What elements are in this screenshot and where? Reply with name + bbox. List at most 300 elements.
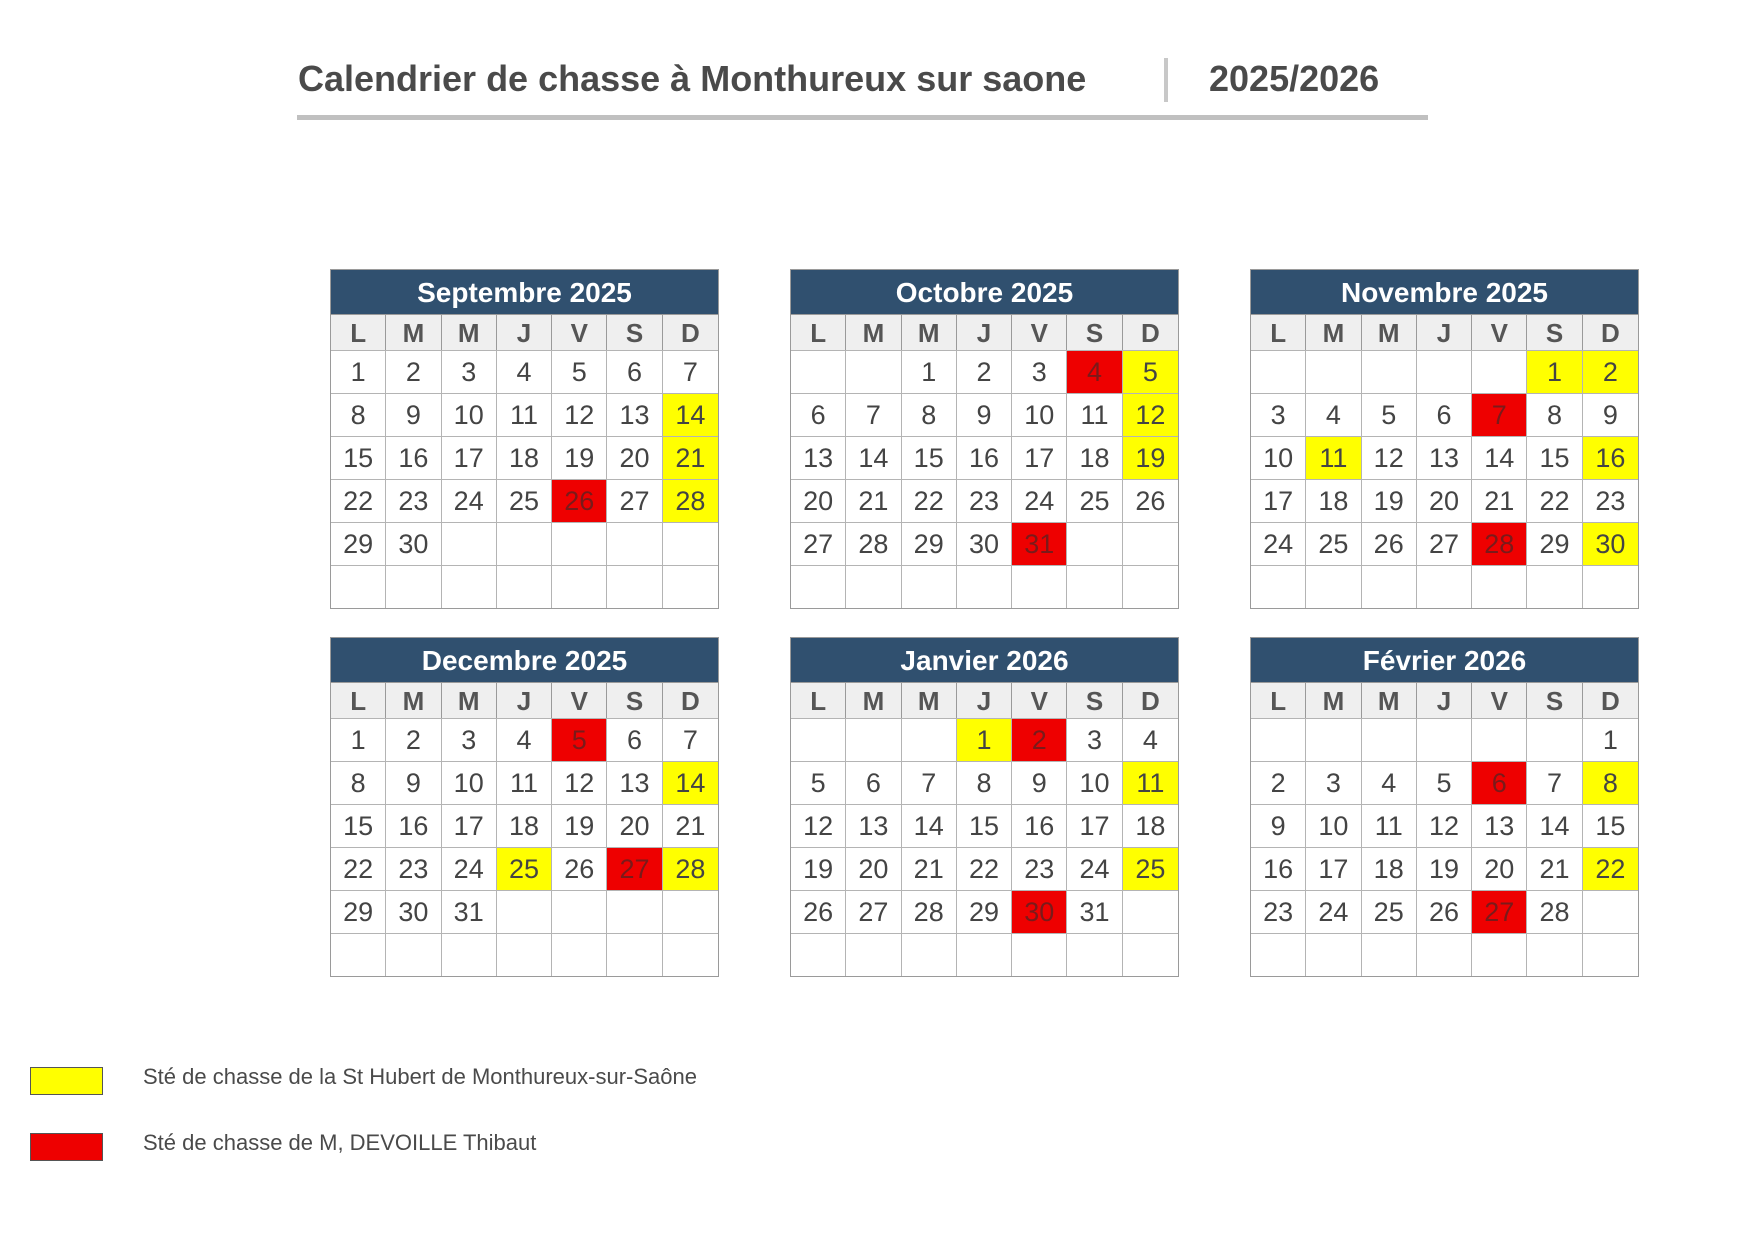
empty-day-cell [846,718,901,761]
empty-day-cell [1417,933,1472,976]
day-cell: 11 [497,393,552,436]
day-cell: 24 [1306,890,1361,933]
day-cell: 30 [957,522,1012,565]
day-cell: 17 [1251,479,1306,522]
weekday-label: D [1583,314,1638,351]
empty-day-cell [902,565,957,608]
day-cell: 26 [1362,522,1417,565]
day-cell: 7 [1472,393,1527,436]
day-cell: 29 [331,522,386,565]
day-cell: 5 [552,718,607,761]
day-cell: 15 [1583,804,1638,847]
empty-day-cell [1362,933,1417,976]
day-cell: 4 [1123,718,1178,761]
day-cell: 14 [1472,436,1527,479]
day-cell: 21 [1472,479,1527,522]
empty-day-cell [791,350,846,393]
day-cell: 21 [1527,847,1582,890]
empty-day-cell [663,565,718,608]
title-separator [1164,58,1168,102]
day-cell: 6 [1472,761,1527,804]
day-cell: 6 [607,350,662,393]
weekday-label: J [957,682,1012,719]
day-cell: 6 [846,761,901,804]
day-cell: 14 [663,761,718,804]
empty-day-cell [1583,565,1638,608]
empty-day-cell [1067,933,1122,976]
page-title: Calendrier de chasse à Monthureux sur saone [298,58,1087,99]
day-cell: 20 [846,847,901,890]
day-cell: 31 [1067,890,1122,933]
day-grid [791,718,1178,976]
weekday-label: L [791,682,846,719]
day-cell: 5 [1417,761,1472,804]
day-cell: 4 [497,350,552,393]
day-cell: 25 [1123,847,1178,890]
day-cell: 1 [902,350,957,393]
day-cell: 7 [1527,761,1582,804]
day-cell: 18 [1306,479,1361,522]
day-cell: 2 [1012,718,1067,761]
weekday-label: M [1306,682,1361,719]
day-cell: 12 [1417,804,1472,847]
legend-swatch-red [30,1133,103,1161]
day-cell: 6 [607,718,662,761]
day-cell: 18 [497,436,552,479]
weekday-label: V [552,682,607,719]
day-cell: 28 [902,890,957,933]
empty-day-cell [331,565,386,608]
legend-label: Sté de chasse de la St Hubert de Monthureux-sur-Saône [143,1064,697,1089]
day-cell: 8 [331,393,386,436]
day-cell: 20 [607,804,662,847]
empty-day-cell [386,565,441,608]
day-cell: 19 [791,847,846,890]
day-cell: 23 [386,847,441,890]
day-cell: 8 [902,393,957,436]
day-cell: 19 [1362,479,1417,522]
day-cell: 10 [1251,436,1306,479]
day-cell: 13 [791,436,846,479]
empty-day-cell [1306,933,1361,976]
day-cell: 29 [1527,522,1582,565]
empty-day-cell [791,933,846,976]
weekday-header-row [331,682,718,718]
day-cell: 10 [442,393,497,436]
empty-day-cell [1472,350,1527,393]
empty-day-cell [1123,522,1178,565]
day-cell: 24 [442,479,497,522]
weekday-label: M [1362,314,1417,351]
day-cell: 23 [1583,479,1638,522]
day-cell: 11 [1362,804,1417,847]
day-cell: 26 [552,479,607,522]
day-cell: 17 [1067,804,1122,847]
day-cell: 13 [1472,804,1527,847]
day-cell: 8 [1527,393,1582,436]
weekday-header-row [1251,314,1638,350]
weekday-label: J [1417,682,1472,719]
day-cell: 7 [902,761,957,804]
month-header: Decembre 2025 [331,638,718,682]
empty-day-cell [607,522,662,565]
day-cell: 31 [442,890,497,933]
day-cell: 1 [1527,350,1582,393]
empty-day-cell [1472,718,1527,761]
month-header: Novembre 2025 [1251,270,1638,314]
empty-day-cell [957,565,1012,608]
day-cell: 16 [386,436,441,479]
day-cell: 22 [331,847,386,890]
empty-day-cell [1251,565,1306,608]
day-cell: 18 [1362,847,1417,890]
day-cell: 11 [1123,761,1178,804]
empty-day-cell [1417,565,1472,608]
day-cell: 1 [957,718,1012,761]
weekday-label: M [846,314,901,351]
empty-day-cell [607,890,662,933]
day-grid [791,350,1178,608]
day-cell: 8 [957,761,1012,804]
day-cell: 23 [1251,890,1306,933]
day-cell: 29 [902,522,957,565]
day-cell: 5 [791,761,846,804]
empty-day-cell [791,718,846,761]
day-cell: 3 [1306,761,1361,804]
empty-day-cell [663,890,718,933]
empty-day-cell [1362,565,1417,608]
empty-day-cell [1527,933,1582,976]
day-cell: 29 [957,890,1012,933]
weekday-label: J [957,314,1012,351]
weekday-label: M [1362,682,1417,719]
day-cell: 19 [1123,436,1178,479]
title-area [297,50,1428,120]
day-cell: 31 [1012,522,1067,565]
season-year: 2025/2026 [1209,58,1380,99]
day-cell: 15 [902,436,957,479]
day-grid [1251,718,1638,976]
day-cell: 24 [1012,479,1067,522]
empty-day-cell [791,565,846,608]
day-cell: 4 [1067,350,1122,393]
legend [30,1060,830,1170]
day-cell: 23 [386,479,441,522]
weekday-label: M [902,314,957,351]
weekday-label: S [607,314,662,351]
empty-day-cell [1251,933,1306,976]
day-cell: 15 [331,436,386,479]
day-cell: 16 [1583,436,1638,479]
day-cell: 9 [1583,393,1638,436]
day-cell: 9 [957,393,1012,436]
day-grid [331,718,718,976]
day-cell: 9 [386,393,441,436]
day-cell: 7 [663,718,718,761]
weekday-label: D [1123,682,1178,719]
legend-label: Sté de chasse de M, DEVOILLE Thibaut [143,1130,537,1155]
day-cell: 1 [331,350,386,393]
empty-day-cell [442,933,497,976]
day-cell: 3 [442,350,497,393]
day-cell: 25 [497,479,552,522]
day-grid [331,350,718,608]
month-calendar-novembre [1250,269,1639,609]
weekday-header-row [791,314,1178,350]
day-cell: 8 [331,761,386,804]
day-cell: 3 [1067,718,1122,761]
day-cell: 13 [607,393,662,436]
day-cell: 13 [1417,436,1472,479]
day-cell: 2 [386,350,441,393]
day-cell: 16 [386,804,441,847]
empty-day-cell [846,933,901,976]
day-cell: 22 [1583,847,1638,890]
empty-day-cell [846,565,901,608]
legend-swatch-yellow [30,1067,103,1095]
weekday-label: J [497,314,552,351]
day-cell: 12 [1362,436,1417,479]
day-cell: 18 [497,804,552,847]
day-cell: 22 [331,479,386,522]
day-cell: 19 [1417,847,1472,890]
day-cell: 25 [1067,479,1122,522]
empty-day-cell [846,350,901,393]
empty-day-cell [1417,350,1472,393]
day-cell: 17 [442,436,497,479]
empty-day-cell [1012,933,1067,976]
empty-day-cell [552,522,607,565]
empty-day-cell [1123,933,1178,976]
empty-day-cell [607,933,662,976]
day-cell: 26 [791,890,846,933]
weekday-label: M [386,682,441,719]
day-cell: 22 [957,847,1012,890]
empty-day-cell [1306,718,1361,761]
day-cell: 6 [1417,393,1472,436]
empty-day-cell [1067,522,1122,565]
day-cell: 4 [1306,393,1361,436]
weekday-label: D [1583,682,1638,719]
day-cell: 17 [442,804,497,847]
day-cell: 18 [1123,804,1178,847]
day-cell: 28 [1527,890,1582,933]
weekday-label: V [1472,682,1527,719]
day-cell: 27 [846,890,901,933]
day-cell: 11 [497,761,552,804]
day-cell: 28 [1472,522,1527,565]
empty-day-cell [1527,565,1582,608]
empty-day-cell [607,565,662,608]
day-cell: 2 [957,350,1012,393]
day-cell: 15 [331,804,386,847]
day-cell: 28 [663,847,718,890]
day-cell: 3 [1251,393,1306,436]
day-cell: 12 [791,804,846,847]
empty-day-cell [1306,350,1361,393]
day-cell: 30 [386,890,441,933]
weekday-label: D [663,314,718,351]
day-cell: 25 [1362,890,1417,933]
empty-day-cell [1472,565,1527,608]
empty-day-cell [497,933,552,976]
empty-day-cell [442,565,497,608]
day-cell: 4 [1362,761,1417,804]
day-cell: 14 [663,393,718,436]
empty-day-cell [1012,565,1067,608]
month-calendar-decembre [330,637,719,977]
weekday-header-row [1251,682,1638,718]
weekday-label: M [1306,314,1361,351]
day-cell: 21 [902,847,957,890]
day-cell: 3 [442,718,497,761]
day-cell: 22 [1527,479,1582,522]
day-cell: 21 [846,479,901,522]
empty-day-cell [1583,890,1638,933]
weekday-label: M [386,314,441,351]
weekday-label: S [1527,682,1582,719]
day-cell: 10 [442,761,497,804]
day-cell: 24 [1251,522,1306,565]
day-cell: 2 [1583,350,1638,393]
day-cell: 11 [1306,436,1361,479]
day-cell: 2 [386,718,441,761]
day-cell: 12 [1123,393,1178,436]
day-cell: 30 [1012,890,1067,933]
day-cell: 20 [791,479,846,522]
day-cell: 15 [1527,436,1582,479]
day-cell: 22 [902,479,957,522]
day-cell: 9 [1012,761,1067,804]
month-calendar-janvier [790,637,1179,977]
weekday-label: M [442,682,497,719]
day-cell: 6 [791,393,846,436]
empty-day-cell [386,933,441,976]
weekday-label: D [663,682,718,719]
day-cell: 12 [552,761,607,804]
empty-day-cell [1583,933,1638,976]
empty-day-cell [663,522,718,565]
empty-day-cell [442,522,497,565]
weekday-label: L [331,682,386,719]
month-header: Septembre 2025 [331,270,718,314]
day-cell: 21 [663,804,718,847]
weekday-label: S [1527,314,1582,351]
day-cell: 27 [1417,522,1472,565]
day-cell: 12 [552,393,607,436]
weekday-label: S [1067,314,1122,351]
day-cell: 20 [1472,847,1527,890]
day-cell: 30 [386,522,441,565]
day-cell: 1 [331,718,386,761]
empty-day-cell [902,718,957,761]
weekday-label: S [607,682,662,719]
month-calendar-fevrier [1250,637,1639,977]
day-cell: 10 [1012,393,1067,436]
weekday-label: V [1472,314,1527,351]
day-cell: 10 [1067,761,1122,804]
day-cell: 5 [552,350,607,393]
day-cell: 4 [497,718,552,761]
day-cell: 23 [957,479,1012,522]
day-cell: 19 [552,436,607,479]
weekday-label: J [1417,314,1472,351]
weekday-label: D [1123,314,1178,351]
day-cell: 17 [1012,436,1067,479]
weekday-label: S [1067,682,1122,719]
day-cell: 16 [1012,804,1067,847]
day-cell: 16 [957,436,1012,479]
weekday-header-row [791,682,1178,718]
day-cell: 20 [607,436,662,479]
day-cell: 26 [1123,479,1178,522]
weekday-label: M [442,314,497,351]
weekday-label: M [902,682,957,719]
day-cell: 7 [663,350,718,393]
day-cell: 30 [1583,522,1638,565]
weekday-label: J [497,682,552,719]
day-cell: 29 [331,890,386,933]
day-cell: 10 [1306,804,1361,847]
day-cell: 17 [1306,847,1361,890]
day-cell: 19 [552,804,607,847]
month-calendar-octobre [790,269,1179,609]
day-cell: 25 [497,847,552,890]
empty-day-cell [957,933,1012,976]
month-header: Janvier 2026 [791,638,1178,682]
day-grid [1251,350,1638,608]
day-cell: 14 [846,436,901,479]
empty-day-cell [497,890,552,933]
title-underline [297,115,1428,120]
empty-day-cell [552,565,607,608]
empty-day-cell [1123,565,1178,608]
weekday-header-row [331,314,718,350]
day-cell: 7 [846,393,901,436]
month-header: Février 2026 [1251,638,1638,682]
empty-day-cell [552,933,607,976]
day-cell: 24 [1067,847,1122,890]
empty-day-cell [497,522,552,565]
weekday-label: V [1012,682,1067,719]
weekday-label: L [791,314,846,351]
day-cell: 2 [1251,761,1306,804]
month-calendar-septembre [330,269,719,609]
day-cell: 27 [791,522,846,565]
weekday-label: L [1251,682,1306,719]
empty-day-cell [1251,718,1306,761]
day-cell: 9 [1251,804,1306,847]
empty-day-cell [1527,718,1582,761]
empty-day-cell [1306,565,1361,608]
day-cell: 14 [902,804,957,847]
day-cell: 25 [1306,522,1361,565]
day-cell: 8 [1583,761,1638,804]
empty-day-cell [1123,890,1178,933]
empty-day-cell [1417,718,1472,761]
empty-day-cell [663,933,718,976]
day-cell: 13 [846,804,901,847]
day-cell: 26 [1417,890,1472,933]
weekday-label: L [331,314,386,351]
weekday-label: M [846,682,901,719]
day-cell: 27 [607,847,662,890]
day-cell: 20 [1417,479,1472,522]
day-cell: 28 [663,479,718,522]
empty-day-cell [331,933,386,976]
day-cell: 28 [846,522,901,565]
day-cell: 5 [1123,350,1178,393]
